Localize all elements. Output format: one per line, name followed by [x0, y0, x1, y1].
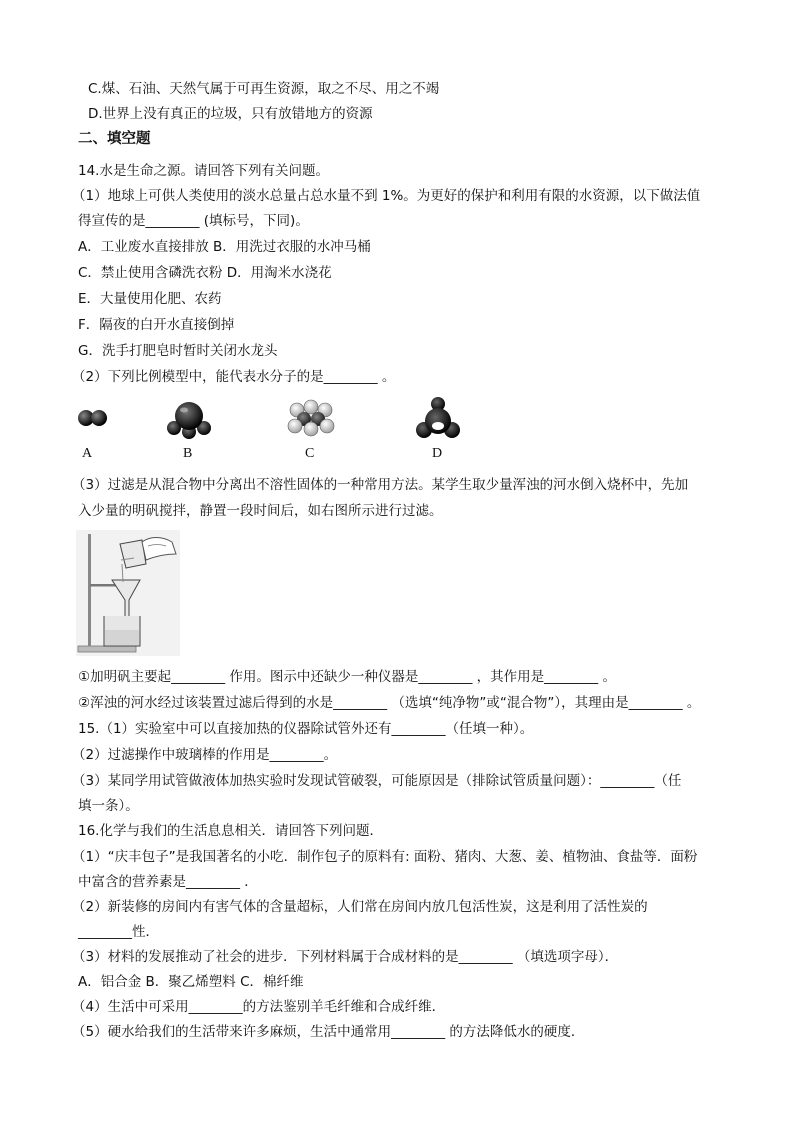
- molecule-model-c-image: [285, 398, 337, 440]
- option-d-text: D.世界上没有真正的垃圾，只有放错地方的资源: [88, 106, 373, 122]
- q14-subquestion-2: ②浑浊的河水经过该装置过滤后得到的水是________ （选填“纯净物”或“混合物”），其理由是________ 。: [78, 695, 701, 711]
- q16-part4: （4）生活中可采用________的方法鉴别羊毛纤维和合成纤维．: [72, 999, 446, 1015]
- q14-subquestion-1: ①加明矾主要起________ 作用。图示中还缺少一种仪器是________ ，其作用是________ 。: [78, 669, 616, 685]
- q14-option-cd: C．禁止使用含磷洗衣粉 D．用淘米水浇花: [78, 265, 332, 281]
- q16-part5: （5）硬水给我们的生活带来许多麻烦，生活中通常用________ 的方法降低水的硬度．: [72, 1024, 585, 1040]
- q14-stem: 14.水是生命之源。请回答下列有关问题。: [78, 163, 329, 179]
- q16-part1-line1: （1）“庆丰包子”是我国著名的小吃．制作包子的原料有: 面粉、猪肉、大葱、姜、植物油、食盐等．面粉: [72, 849, 698, 865]
- q16-part2-line2: ________性．: [78, 924, 159, 940]
- filtration-apparatus-image: [76, 530, 180, 656]
- q14-part3-line1: （3）过滤是从混合物中分离出不溶性固体的一种常用方法。某学生取少量浑浊的河水倒入烧杯中，先加: [72, 477, 689, 493]
- molecule-model-d-image: [414, 395, 462, 441]
- molecule-label-c: C: [305, 446, 315, 461]
- q14-part3-line2: 入少量的明矾搅拌，静置一段时间后，如右图所示进行过滤。: [78, 503, 443, 519]
- molecule-model-a-image: [76, 404, 110, 432]
- molecule-label-b: B: [183, 446, 193, 461]
- q16-part3: （3）材料的发展推动了社会的进步．下列材料属于合成材料的是________ （填选项字母）．: [72, 949, 619, 965]
- q15-part2: （2）过滤操作中玻璃棒的作用是________。: [72, 747, 338, 763]
- q14-part1-line2: 得宣传的是________ (填标号，下同)。: [78, 213, 309, 229]
- q14-option-e: E．大量使用化肥、农药: [78, 291, 222, 307]
- option-c-text: C.煤、石油、天然气属于可再生资源，取之不尽、用之不竭: [88, 81, 440, 97]
- q15-part3-line1: （3）某同学用试管做液体加热实验时发现试管破裂，可能原因是（排除试管质量问题）：________（任: [72, 773, 682, 789]
- q14-part1-line1: （1）地球上可供人类使用的淡水总量占总水量不到 1%。为更好的保护和利用有限的水资源，以下做法值: [72, 188, 701, 204]
- q16-part2-line1: （2）新装修的房间内有害气体的含量超标，人们常在房间内放几包活性炭，这是利用了活性炭的: [72, 899, 648, 915]
- q14-option-g: G．洗手打肥皂时暂时关闭水龙头: [78, 343, 278, 359]
- section-heading: 二、填空题: [78, 131, 151, 147]
- q14-option-ab: A．工业废水直接排放 B．用洗过衣服的水冲马桶: [78, 239, 371, 255]
- q16-part3-options: A．铝合金 B．聚乙烯塑料 C．棉纤维: [78, 974, 304, 990]
- q14-option-f: F．隔夜的白开水直接倒掉: [78, 317, 235, 333]
- molecule-label-d: D: [432, 446, 443, 461]
- q15-part3-line2: 填一条）。: [78, 798, 139, 814]
- q14-part2: （2）下列比例模型中，能代表水分子的是________ 。: [72, 369, 396, 385]
- q16-stem: 16.化学与我们的生活息息相关．请回答下列问题．: [78, 823, 383, 839]
- molecule-label-a: A: [82, 446, 93, 461]
- q16-part1-line2: 中富含的营养素是________ ．: [78, 874, 258, 890]
- q15-part1: 15.（1）实验室中可以直接加热的仪器除试管外还有________（任填一种）。: [78, 721, 534, 737]
- molecule-model-b-image: [166, 398, 212, 440]
